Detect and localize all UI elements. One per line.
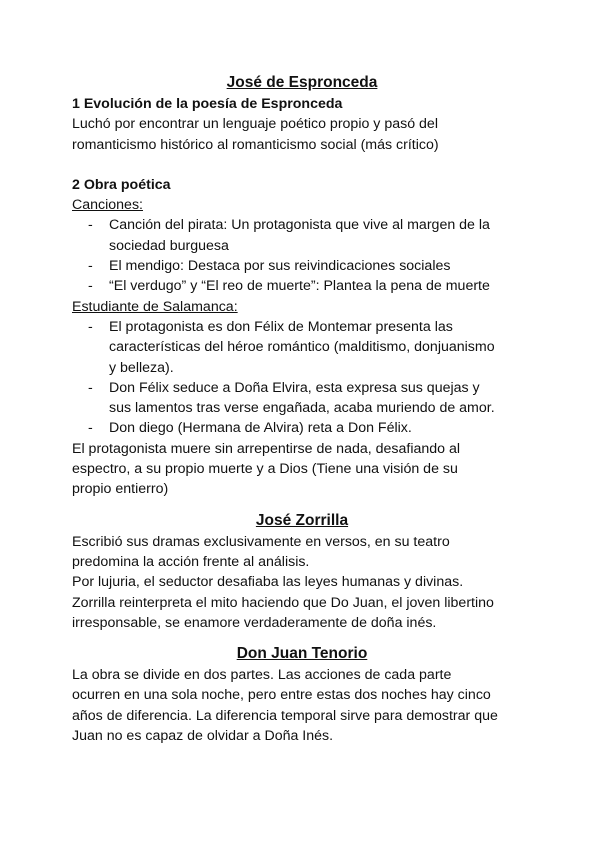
list-item-line: El mendigo: Destaca por sus reivindicaciones sociales — [109, 258, 451, 275]
text-line: espectro, a su propio muerte y a Dios (Tiene una visión de su — [72, 461, 458, 478]
list-item-line: características del héroe romántico (malditismo, donjuanismo — [109, 339, 495, 356]
list-item-line: Canción del pirata: Un protagonista que vive al margen de la — [109, 217, 490, 234]
text-line: Escribió sus dramas exclusivamente en versos, en su teatro — [72, 533, 450, 550]
list-item — [72, 317, 532, 378]
list-item — [72, 276, 532, 296]
text-line: propio entierro) — [72, 481, 169, 498]
list-canciones — [72, 215, 532, 296]
text-line: La obra se divide en dos partes. Las acciones de cada parte — [72, 667, 452, 684]
title-zorrilla: José Zorrilla — [255, 511, 349, 529]
text-line: El protagonista muere sin arrepentirse de nada, desafiando al — [72, 440, 461, 457]
list-estudiante — [72, 317, 532, 439]
list-item-line: “El verdugo” y “El reo de muerte”: Plantea la pena de muerte — [109, 278, 490, 295]
subheading-estudiante: Estudiante de Salamanca: — [72, 298, 238, 315]
list-item — [72, 418, 532, 438]
text-line: predomina la acción frente al análisis. — [72, 553, 310, 570]
text-line: Juan no es capaz de olvidar a Doña Inés. — [72, 728, 334, 745]
text-line: ocurren en una sola noche, pero entre estas dos noches hay cinco — [72, 687, 491, 704]
title-tenorio: Don Juan Tenorio — [236, 645, 368, 663]
list-item — [72, 256, 532, 276]
spacer — [72, 155, 532, 175]
text-line: Luchó por encontrar un lenguaje poético propio y pasó del — [72, 116, 438, 133]
list-item-line: sociedad burguesa — [109, 237, 229, 254]
subheading-canciones: Canciones: — [72, 197, 143, 214]
list-item-line: sus lamentos tras verse engañada, acaba muriendo de amor. — [109, 400, 495, 417]
text-line: irresponsable, se enamore verdaderamente de doña inés. — [72, 614, 437, 631]
document-page — [72, 72, 532, 746]
heading-obra-poetica: 2 Obra poética — [72, 176, 171, 193]
list-item-line: Don diego (Hermana de Alvira) reta a Don Félix. — [109, 420, 412, 437]
text-line: romanticismo histórico al romanticismo social (más crítico) — [72, 136, 439, 153]
list-item-line: El protagonista es don Félix de Montemar presenta las — [109, 318, 453, 335]
heading-evolucion: 1 Evolución de la poesía de Espronceda — [72, 96, 343, 112]
list-item-line: Don Félix seduce a Doña Elvira, esta expresa sus quejas y — [109, 379, 480, 396]
text-line: Zorrilla reinterpreta el mito haciendo que Do Juan, el joven libertino — [72, 594, 494, 611]
list-item-line: y belleza). — [109, 359, 174, 376]
text-line: Por lujuria, el seductor desafiaba las leyes humanas y divinas. — [72, 574, 464, 591]
list-item — [72, 215, 532, 256]
text-line: años de diferencia. La diferencia temporal sirve para demostrar que — [72, 707, 498, 724]
list-item — [72, 378, 532, 419]
title-espronceda: José de Espronceda — [226, 74, 378, 91]
